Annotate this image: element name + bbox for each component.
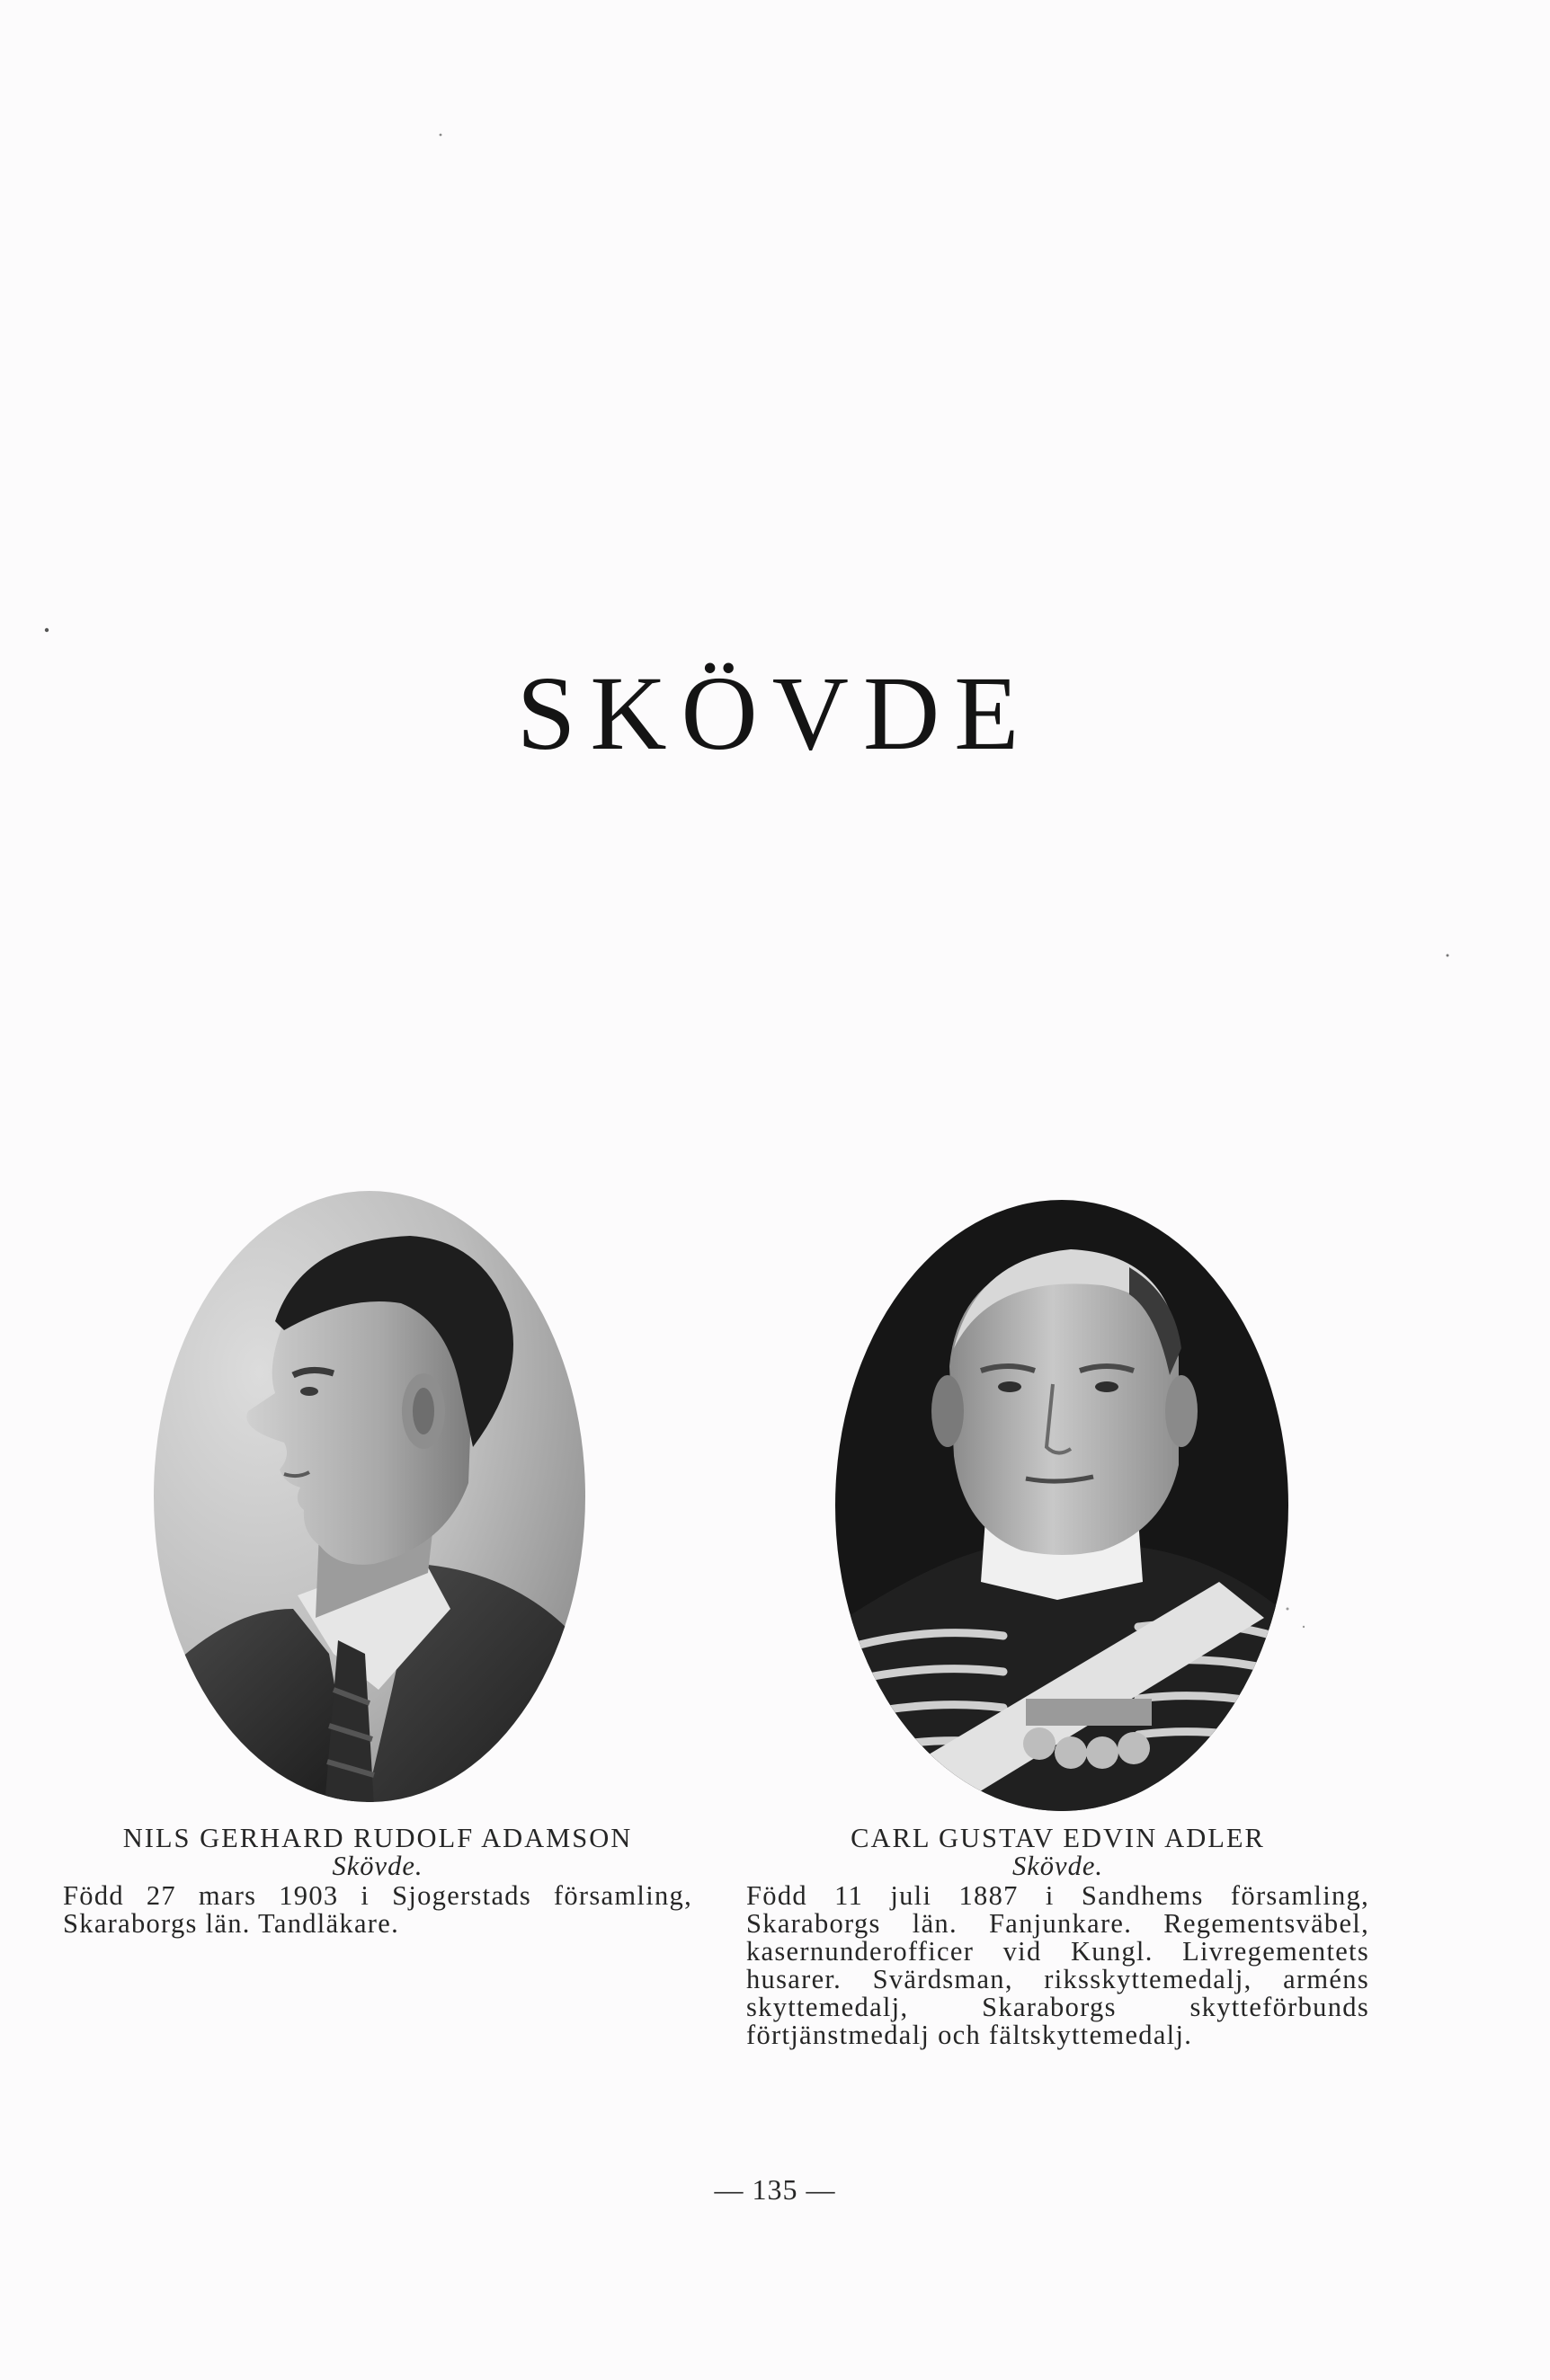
person-place: Skövde. [1012, 1851, 1103, 1881]
page-number: — 135 — [714, 2173, 836, 2206]
person-biography: Född 11 juli 1887 i Sandhems församling, Skaraborgs län. Fanjunkare. Regementsväbel, kasernunderofficer vid Kungl. Livregementets husarer. Svärdsman, riksskyttemedalj, arméns skyttemedalj, Skaraborgs skytteförbunds förtjänstmedalj och fältskyttemedalj. [746, 1880, 1369, 2050]
person-place: Skövde. [332, 1851, 423, 1881]
person-biography: Född 27 mars 1903 i Sjogerstads församling, Skaraborgs län. Tandläkare. [63, 1880, 692, 1939]
person-name: NILS GERHARD RUDOLF ADAMSON [122, 1823, 633, 1853]
person-name: CARL GUSTAV EDVIN ADLER [851, 1823, 1265, 1853]
page-title: SKÖVDE [516, 654, 1034, 772]
